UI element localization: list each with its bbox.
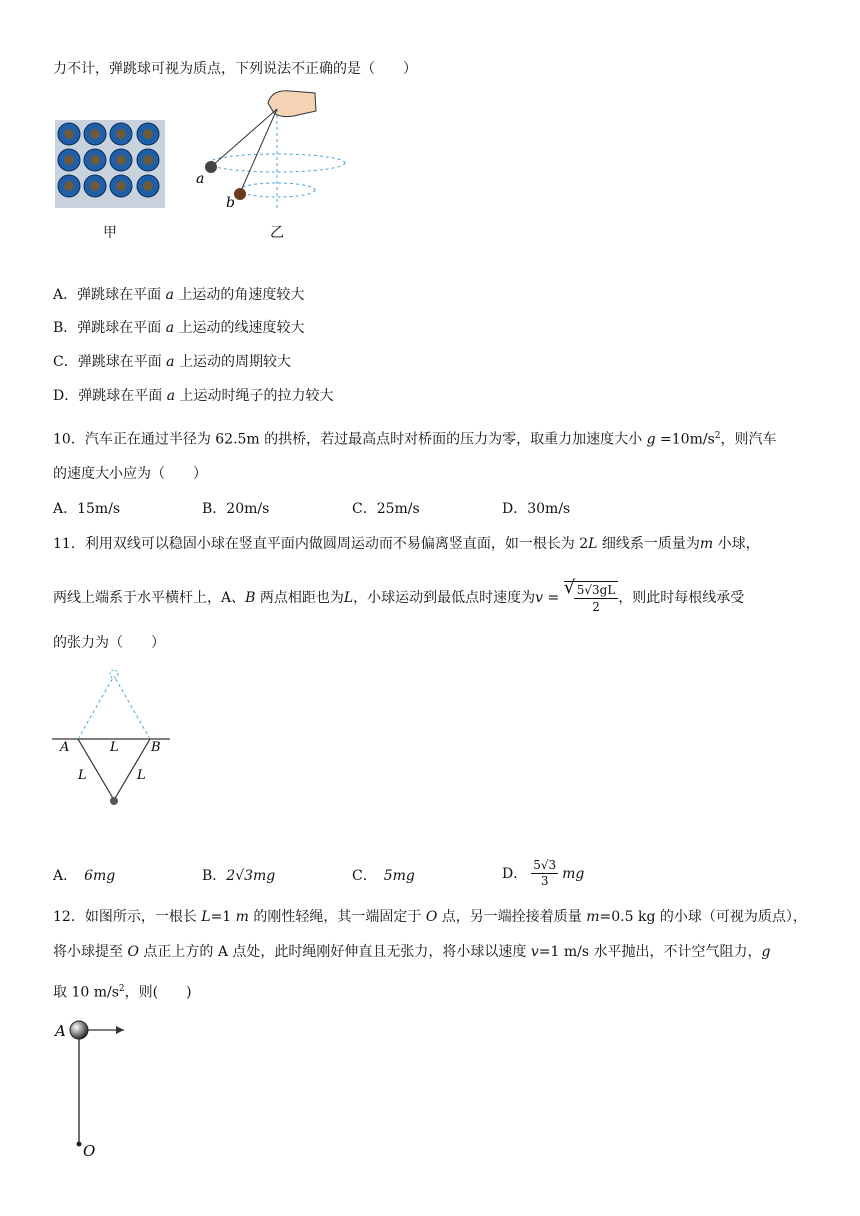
q11-stem-line3: 的张力为（ ） bbox=[53, 635, 165, 651]
double-string-diagram bbox=[50, 668, 180, 808]
label-A: A bbox=[55, 1022, 66, 1040]
velocity-formula: √ 5√3gL 2 bbox=[564, 581, 619, 615]
label-L-right: L bbox=[137, 768, 146, 783]
q9-option-c: C．弹跳球在平面 a 上运动的周期较大 bbox=[53, 354, 291, 370]
q12-stem-line2: 将小球提至 O 点正上方的 A 点处，此时绳刚好伸直且无张力，将小球以速度 v=1 m/s 水平抛出，不计空气阻力，g bbox=[53, 944, 771, 960]
ball bbox=[70, 1021, 88, 1039]
q9-option-a: A．弹跳球在平面 a 上运动的角速度较大 bbox=[53, 287, 305, 303]
q11-option-b: B．2√3mg bbox=[202, 868, 276, 884]
bouncy-balls-photo bbox=[55, 120, 165, 208]
label-L-left: L bbox=[78, 768, 87, 783]
label-A: A bbox=[60, 740, 70, 755]
q10-option-d: D．30m/s bbox=[502, 501, 571, 517]
q11-stem-line2: 两线上端系于水平横杆上，A、B 两点相距也为L，小球运动到最低点时速度为v = √ 5√3gL 2 ，则此时每根线承受 bbox=[53, 577, 745, 614]
q10-stem-line2: 的速度大小应为（ ） bbox=[53, 466, 207, 482]
ball-b bbox=[234, 188, 246, 200]
q9-option-b: B．弹跳球在平面 a 上运动的线速度较大 bbox=[53, 320, 305, 336]
label-a: a bbox=[196, 171, 205, 187]
thrown-ball-diagram bbox=[50, 1015, 150, 1165]
q11-option-c: C． 5mg bbox=[352, 868, 415, 884]
q11-option-a: A． 6mg bbox=[53, 868, 116, 884]
caption-yi: 乙 bbox=[270, 225, 284, 241]
pivot-point bbox=[77, 1142, 82, 1147]
label-b: b bbox=[226, 195, 235, 211]
q11-option-d: D． 5√3 3 mg bbox=[502, 858, 585, 888]
ball-a bbox=[205, 161, 217, 173]
q9-option-d: D．弹跳球在平面 a 上运动时绳子的拉力较大 bbox=[53, 388, 334, 404]
caption-jia: 甲 bbox=[103, 225, 117, 241]
q12-stem-line1: 12．如图所示，一根长 L=1 m 的刚性轻绳，其一端固定于 O 点，另一端拴接着质量 m=0.5 kg 的小球（可视为质点）， bbox=[53, 909, 807, 925]
q10-option-c: C．25m/s bbox=[352, 501, 420, 517]
q11-stem-line1: 11．利用双线可以稳固小球在竖直平面内做圆周运动而不易偏离竖直面，如一根长为 2L 细线系一质量为m 小球， bbox=[53, 536, 760, 552]
q9-stem: 力不计，弹跳球可视为质点，下列说法不正确的是（ ） bbox=[53, 61, 417, 77]
label-O: O bbox=[83, 1142, 96, 1160]
q10-option-b: B．20m/s bbox=[202, 501, 270, 517]
q12-stem-line3: 取 10 $m/s^2$，则( ) bbox=[53, 984, 192, 1001]
ball bbox=[110, 797, 118, 805]
conical-pendulum-diagram bbox=[190, 85, 360, 215]
label-B: B bbox=[151, 740, 161, 755]
q10-option-a: A．15m/s bbox=[53, 501, 121, 517]
q10-stem-line1: 10．汽车正在通过半径为 62.5m 的拱桥，若过最高点时对桥面的压力为零，取重力加速度大小 $g =10m/s^2$，则汽车 bbox=[53, 431, 777, 448]
label-L-top: L bbox=[110, 740, 119, 755]
